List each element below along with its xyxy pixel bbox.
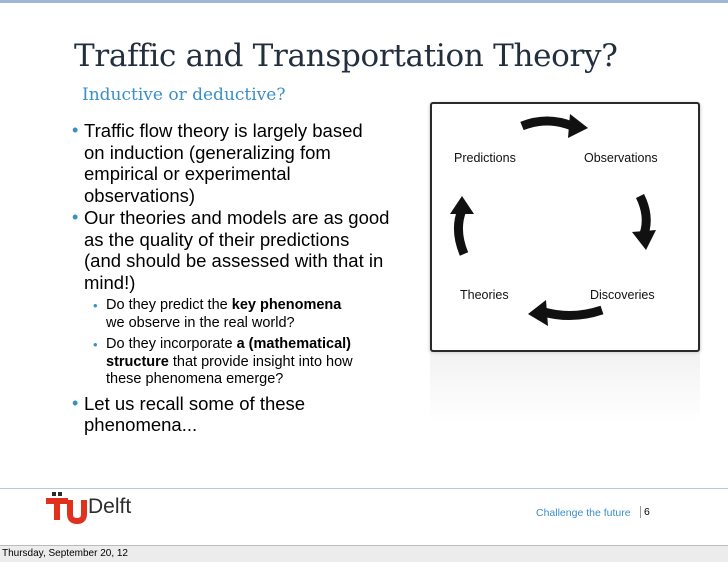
page-number: 6 bbox=[640, 506, 650, 518]
bullet-line: empirical or experimental bbox=[84, 163, 291, 184]
arrowhead bbox=[528, 300, 548, 326]
bullet-line: Traffic flow theory is largely based bbox=[84, 120, 363, 141]
node-predictions: Predictions bbox=[454, 151, 516, 165]
bullet-list bbox=[70, 120, 415, 437]
bullet-line: Let us recall some of these bbox=[84, 392, 306, 414]
bullet-dot: • bbox=[93, 298, 98, 313]
bullet-dot: • bbox=[93, 337, 98, 352]
bullet-recall bbox=[70, 393, 415, 436]
bullet-line: we observe in the real world? bbox=[106, 314, 295, 331]
footer-tagline: Challenge the future bbox=[536, 507, 631, 519]
arrow-left-up bbox=[458, 210, 464, 254]
arrowhead bbox=[568, 114, 588, 138]
bullet-line: as the quality of their predictions bbox=[84, 228, 350, 250]
slide-subtitle: Inductive or deductive? bbox=[82, 85, 286, 105]
cycle-arrows bbox=[432, 104, 698, 350]
bold-text: structure bbox=[106, 353, 169, 370]
logo-wordmark: Delft bbox=[88, 495, 132, 518]
node-discoveries: Discoveries bbox=[590, 288, 655, 302]
text-run: that provide insight into how bbox=[168, 353, 353, 370]
bold-text: key phenomena bbox=[231, 297, 342, 313]
bullet-line: phenomena... bbox=[84, 414, 198, 435]
arrowhead bbox=[632, 230, 656, 250]
bold-text: a (mathematical) bbox=[236, 336, 352, 352]
slide-date: Thursday, September 20, 12 bbox=[2, 548, 128, 559]
bullet-dot: • bbox=[72, 207, 79, 227]
footer-rule bbox=[0, 488, 728, 489]
bullet-line: observations) bbox=[84, 184, 196, 206]
bullet-line: Our theories and models are as good bbox=[84, 207, 390, 228]
arrow-top-right bbox=[522, 121, 572, 126]
status-bar bbox=[0, 545, 728, 562]
slide-title: Traffic and Transportation Theory? bbox=[74, 38, 618, 74]
node-observations: Observations bbox=[584, 151, 658, 165]
arrow-bottom-left bbox=[544, 310, 602, 316]
cycle-diagram bbox=[430, 102, 700, 352]
bullet-line: (and should be assessed with that in bbox=[84, 250, 384, 271]
top-rule bbox=[0, 0, 728, 3]
arrowhead bbox=[450, 196, 474, 214]
bullet-line: these phenomena emerge? bbox=[106, 371, 284, 387]
node-theories: Theories bbox=[460, 288, 509, 302]
bullet-dot: • bbox=[72, 392, 79, 413]
bullet-line: mind!) bbox=[84, 271, 136, 293]
subbullet-structure bbox=[70, 336, 415, 389]
text-run: Do they predict the bbox=[106, 297, 232, 313]
bullet-dot: • bbox=[72, 120, 79, 140]
cycle-reflection bbox=[430, 352, 700, 422]
arrow-right-down bbox=[640, 196, 646, 234]
subbullet-key-phenomena bbox=[70, 297, 415, 332]
bullet-theories bbox=[70, 207, 415, 293]
text-run: Do they incorporate bbox=[106, 336, 237, 352]
bullet-induction bbox=[70, 120, 415, 206]
bullet-line: on induction (generalizing fom bbox=[84, 141, 331, 163]
